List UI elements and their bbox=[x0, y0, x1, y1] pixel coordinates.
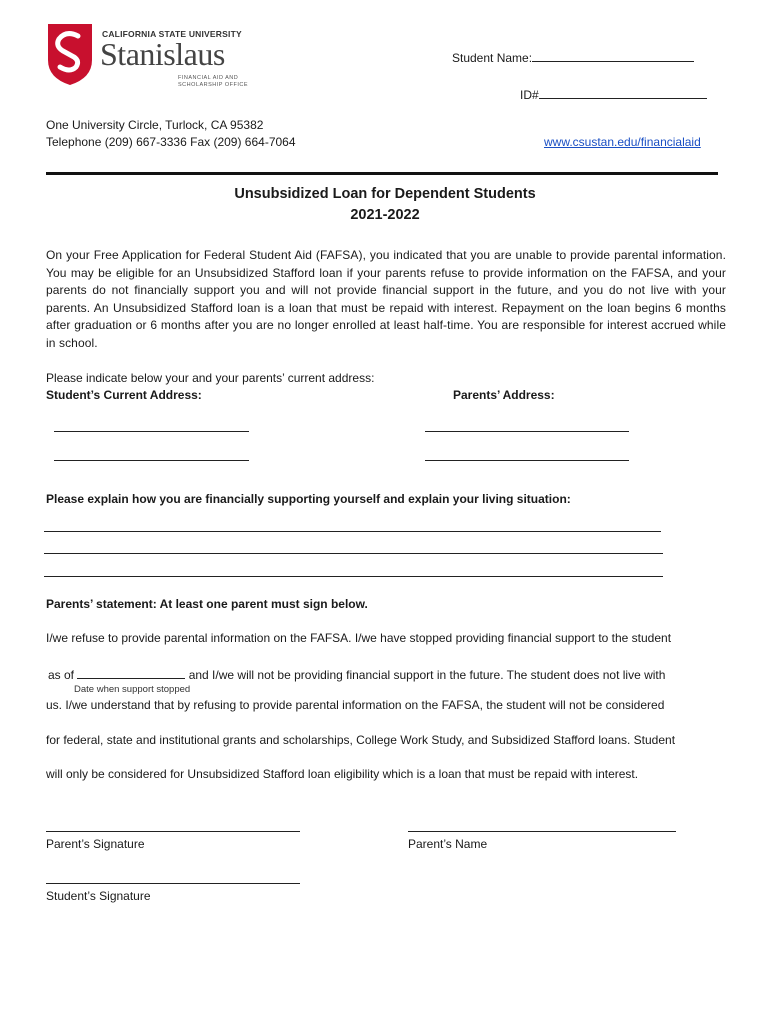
logo-office-line2: SCHOLARSHIP OFFICE bbox=[178, 82, 249, 88]
logo-office bbox=[178, 75, 268, 89]
logo-university-line: CALIFORNIA STATE UNIVERSITY bbox=[102, 29, 242, 39]
parent-signature-line[interactable] bbox=[46, 831, 300, 832]
student-name-label: Student Name: bbox=[452, 51, 533, 65]
parents-address-label: Parents’ Address: bbox=[453, 388, 555, 402]
student-signature-line[interactable] bbox=[46, 883, 300, 884]
student-address-line-2[interactable] bbox=[54, 460, 249, 461]
parent-signature-label: Parent’s Signature bbox=[46, 837, 145, 851]
student-name-field bbox=[452, 49, 694, 66]
id-label: ID# bbox=[520, 88, 539, 102]
intro-paragraph: On your Free Application for Federal Student Aid (FAFSA), you indicated that you are unable to provide parental information. You may be eligible for an Unsubsidized Stafford loan if your parents refuse to provide information on the FAFSA, and your parents do not financially support you and will not provide financial support in the future, and you do not live with your parents. An Unsubsidized Stafford loan is a loan that must be repaid with interest. Repayment on the loan begins 6 months after graduation or 6 months after you are no longer enrolled at least half-time. You are responsible for interest accrued while in school. bbox=[46, 248, 726, 350]
student-address-label: Student’s Current Address: bbox=[46, 388, 202, 402]
student-address-line-1[interactable] bbox=[54, 431, 249, 432]
parent-name-label: Parent’s Name bbox=[408, 837, 488, 851]
statement-line-4: for federal, state and institutional grants and scholarships, College Work Study, and Subsidized Stafford loans. Student bbox=[46, 733, 676, 747]
support-stopped-date-line[interactable] bbox=[77, 666, 185, 679]
statement-line-2-rest: and I/we will not be providing financial support in the future. The student does not live with bbox=[188, 668, 666, 682]
parents-address-line-1[interactable] bbox=[425, 431, 629, 432]
explain-prompt: Please explain how you are financially supporting yourself and explain your living situation: bbox=[46, 492, 571, 506]
address-instruction: Please indicate below your and your parents’ current address: bbox=[46, 371, 375, 385]
parents-statement-heading: Parents’ statement: At least one parent must sign below. bbox=[46, 597, 368, 611]
parents-address-line-2[interactable] bbox=[425, 460, 629, 461]
explanation-line-3[interactable] bbox=[44, 576, 663, 577]
university-logo bbox=[46, 22, 256, 90]
date-caption: Date when support stopped bbox=[74, 684, 191, 695]
logo-name: Stanislaus bbox=[100, 36, 225, 72]
student-id-field bbox=[520, 86, 707, 103]
statement-line-2 bbox=[48, 666, 665, 683]
form-title-line1: Unsubsidized Loan for Dependent Students bbox=[234, 186, 536, 202]
header-divider bbox=[46, 172, 718, 175]
student-id-input-line[interactable] bbox=[539, 86, 707, 99]
logo-office-line1: FINANCIAL AID AND bbox=[178, 75, 239, 81]
parent-name-line[interactable] bbox=[408, 831, 676, 832]
statement-line-3: us. I/we understand that by refusing to provide parental information on the FAFSA, the student will not be considered bbox=[46, 698, 665, 712]
statement-line-1: I/we refuse to provide parental information on the FAFSA. I/we have stopped providing financial support to the student bbox=[46, 631, 672, 645]
office-address: One University Circle, Turlock, CA 95382 bbox=[46, 118, 264, 132]
explanation-line-2[interactable] bbox=[44, 553, 663, 554]
office-telephone: Telephone (209) 667-3336 Fax (209) 664-7064 bbox=[46, 135, 296, 149]
student-signature-label: Student’s Signature bbox=[46, 889, 151, 903]
student-name-input-line[interactable] bbox=[532, 49, 694, 62]
form-title-year: 2021-2022 bbox=[350, 207, 420, 223]
shield-logo-icon bbox=[46, 22, 94, 86]
statement-line-5: will only be considered for Unsubsidized Stafford loan eligibility which is a loan that must be repaid with interest. bbox=[46, 767, 639, 781]
website-link[interactable]: www.csustan.edu/financialaid bbox=[544, 135, 701, 149]
form-title bbox=[0, 184, 770, 226]
statement-as-of: as of bbox=[48, 668, 75, 682]
explanation-line-1[interactable] bbox=[44, 531, 661, 532]
